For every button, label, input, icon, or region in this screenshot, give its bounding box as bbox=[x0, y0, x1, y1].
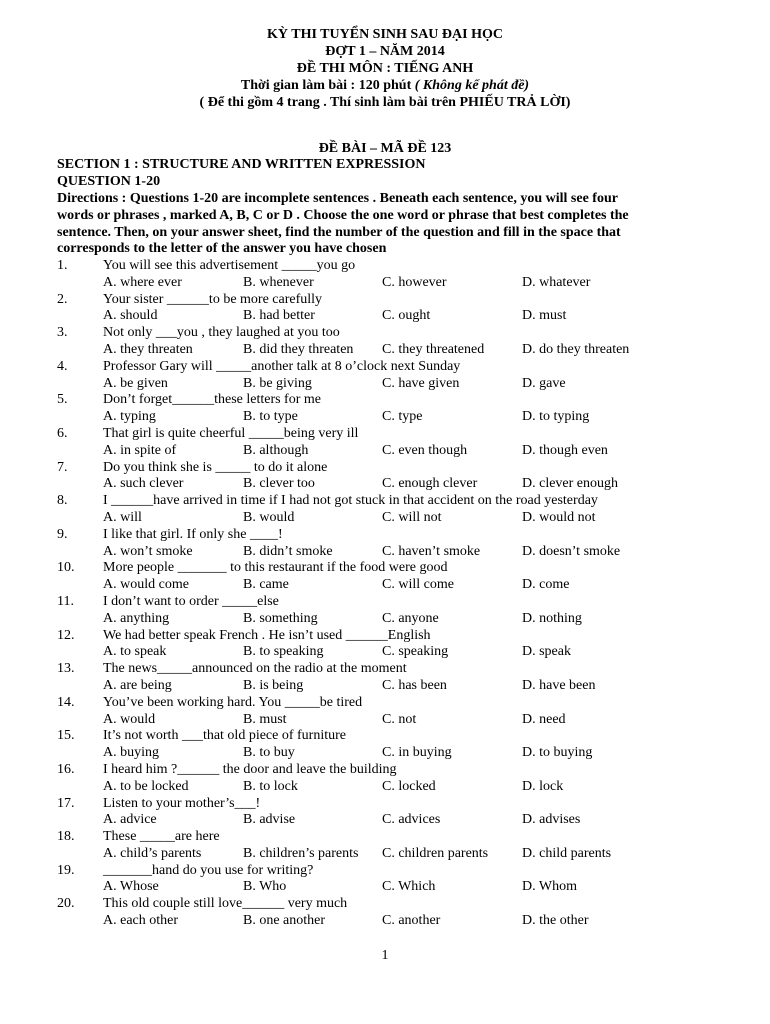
question-number: 13. bbox=[57, 661, 75, 677]
question-number: 18. bbox=[57, 829, 75, 845]
option-c: C. they threatened bbox=[382, 341, 485, 357]
question-item bbox=[0, 325, 770, 359]
option-b: B. Who bbox=[243, 879, 287, 895]
question-stem: You’ve been working hard. You _____be tired bbox=[103, 694, 363, 710]
option-d: D. lock bbox=[522, 778, 564, 794]
option-d: D. speak bbox=[522, 644, 571, 660]
question-number: 2. bbox=[57, 291, 68, 307]
question-range: QUESTION 1-20 bbox=[57, 174, 161, 189]
directions-line: corresponds to the letter of the answer you have chosen bbox=[57, 241, 387, 257]
option-a: A. should bbox=[103, 308, 158, 324]
option-c: C. Which bbox=[382, 879, 436, 895]
option-a: A. such clever bbox=[103, 476, 184, 492]
option-a: A. buying bbox=[103, 745, 159, 761]
question-number: 11. bbox=[57, 593, 74, 609]
exam-round: ĐỢT 1 – NĂM 2014 bbox=[325, 44, 445, 59]
option-d: D. doesn’t smoke bbox=[522, 543, 621, 559]
question-item bbox=[0, 258, 770, 292]
question-item bbox=[0, 460, 770, 494]
question-number: 14. bbox=[57, 694, 75, 710]
question-number: 9. bbox=[57, 526, 68, 542]
option-b: B. must bbox=[243, 711, 287, 727]
option-c: C. another bbox=[382, 913, 441, 929]
option-a: A. advice bbox=[103, 812, 157, 828]
option-a: A. be given bbox=[103, 375, 168, 391]
question-stem: More people _______ to this restaurant if the food were good bbox=[103, 560, 448, 576]
option-a: A. child’s parents bbox=[103, 845, 202, 861]
directions-line: sentence. Then, on your answer sheet, find the number of the question and fill in the space that bbox=[57, 224, 621, 240]
question-item bbox=[0, 829, 770, 863]
question-number: 5. bbox=[57, 392, 68, 408]
question-number: 4. bbox=[57, 358, 68, 374]
exam-title: KỲ THI TUYỂN SINH SAU ĐẠI HỌC bbox=[267, 27, 503, 42]
question-stem: Don’t forget______these letters for me bbox=[103, 392, 321, 408]
question-stem: Your sister ______to be more carefully bbox=[103, 291, 323, 307]
option-a: A. anything bbox=[103, 610, 170, 626]
option-b: B. came bbox=[243, 577, 289, 593]
question-item bbox=[0, 762, 770, 796]
option-a: A. will bbox=[103, 509, 142, 525]
option-b: B. advise bbox=[243, 812, 296, 828]
option-b: B. clever too bbox=[243, 476, 315, 492]
question-stem: It’s not worth ___that old piece of furniture bbox=[103, 728, 346, 744]
option-a: A. would bbox=[103, 711, 156, 727]
option-c: C. haven’t smoke bbox=[382, 543, 481, 559]
option-b: B. to type bbox=[243, 409, 298, 425]
option-c: C. children parents bbox=[382, 845, 489, 861]
option-b: B. one another bbox=[243, 913, 326, 929]
option-c: C. will come bbox=[382, 577, 454, 593]
question-stem: I like that girl. If only she ____! bbox=[103, 526, 283, 542]
option-b: B. didn’t smoke bbox=[243, 543, 333, 559]
directions-line: Directions : Questions 1-20 are incomplete sentences . Beneath each sentence, you will see four bbox=[57, 191, 618, 206]
option-b: B. did they threaten bbox=[243, 341, 354, 357]
option-a: A. in spite of bbox=[103, 442, 177, 458]
exam-time bbox=[0, 78, 770, 94]
question-stem: You will see this advertisement _____you go bbox=[103, 258, 356, 273]
exam-subject: ĐỀ THI MÔN : TIẾNG ANH bbox=[296, 61, 474, 76]
option-d: D. to typing bbox=[522, 409, 590, 425]
option-b: B. be giving bbox=[243, 375, 312, 391]
option-c: C. not bbox=[382, 711, 417, 727]
question-number: 8. bbox=[57, 493, 68, 509]
exam-code-title: ĐỀ BÀI – MÃ ĐỀ 123 bbox=[318, 141, 452, 156]
question-item bbox=[0, 359, 770, 393]
question-stem: I don’t want to order _____else bbox=[103, 593, 279, 609]
option-c: C. in buying bbox=[382, 745, 452, 761]
option-b: B. something bbox=[243, 610, 318, 626]
question-list bbox=[0, 258, 770, 930]
directions-line: words or phrases , marked A, B, C or D . Choose the one word or phrase that best completes the bbox=[57, 207, 629, 223]
question-number: 20. bbox=[57, 896, 75, 912]
option-a: A. to speak bbox=[103, 644, 167, 660]
question-stem: Not only ___you , they laughed at you too bbox=[103, 325, 340, 341]
option-a: A. Whose bbox=[103, 879, 159, 895]
option-d: D. whatever bbox=[522, 274, 591, 290]
question-stem: _______hand do you use for writing? bbox=[103, 862, 314, 878]
question-item bbox=[0, 896, 770, 930]
option-c: C. anyone bbox=[382, 610, 439, 626]
option-c: C. type bbox=[382, 409, 423, 425]
option-d: D. advises bbox=[522, 812, 581, 828]
option-c: C. however bbox=[382, 274, 447, 290]
option-a: A. each other bbox=[103, 913, 179, 929]
directions bbox=[57, 191, 707, 258]
option-a: A. where ever bbox=[103, 274, 182, 290]
option-a: A. are being bbox=[103, 677, 172, 693]
time-note: ( Không kể phát đề) bbox=[411, 78, 530, 93]
section-title: SECTION 1 : STRUCTURE AND WRITTEN EXPRESSION bbox=[57, 157, 426, 172]
option-d: D. nothing bbox=[522, 610, 582, 626]
option-d: D. clever enough bbox=[522, 476, 619, 492]
option-c: C. speaking bbox=[382, 644, 449, 660]
question-item bbox=[0, 863, 770, 897]
option-b: B. children’s parents bbox=[243, 845, 359, 861]
option-a: A. typing bbox=[103, 409, 156, 425]
option-d: D. the other bbox=[522, 913, 589, 929]
question-number: 16. bbox=[57, 761, 75, 777]
question-stem: These _____are here bbox=[103, 829, 220, 845]
option-c: C. locked bbox=[382, 778, 436, 794]
question-number: 10. bbox=[57, 560, 75, 576]
option-d: D. to buying bbox=[522, 745, 593, 761]
question-item bbox=[0, 426, 770, 460]
page-number: 1 bbox=[381, 948, 389, 963]
option-d: D. do they threaten bbox=[522, 341, 630, 357]
option-c: C. enough clever bbox=[382, 476, 478, 492]
question-number: 15. bbox=[57, 728, 75, 744]
question-stem: The news_____announced on the radio at the moment bbox=[103, 661, 407, 677]
question-number: 7. bbox=[57, 459, 68, 475]
question-item bbox=[0, 560, 770, 594]
question-number: 17. bbox=[57, 795, 75, 811]
option-c: C. has been bbox=[382, 677, 447, 693]
option-b: B. to buy bbox=[243, 745, 295, 761]
option-d: D. need bbox=[522, 711, 566, 727]
exam-note: ( Để thi gồm 4 trang . Thí sinh làm bài trên PHIẾU TRẢ LỜI) bbox=[199, 95, 571, 110]
question-item bbox=[0, 661, 770, 695]
question-item bbox=[0, 493, 770, 527]
question-item bbox=[0, 292, 770, 326]
option-d: D. child parents bbox=[522, 845, 612, 861]
question-stem: This old couple still love______ very much bbox=[103, 896, 348, 912]
option-b: B. to speaking bbox=[243, 644, 324, 660]
option-d: D. come bbox=[522, 577, 570, 593]
option-b: B. to lock bbox=[243, 778, 298, 794]
question-item bbox=[0, 527, 770, 561]
option-c: C. have given bbox=[382, 375, 460, 391]
option-d: D. gave bbox=[522, 375, 566, 391]
question-stem: That girl is quite cheerful _____being very ill bbox=[103, 425, 359, 441]
question-number: 1. bbox=[57, 258, 68, 273]
question-item bbox=[0, 594, 770, 628]
option-b: B. although bbox=[243, 442, 309, 458]
question-item bbox=[0, 695, 770, 729]
option-c: C. ought bbox=[382, 308, 431, 324]
question-stem: I heard him ?______ the door and leave the building bbox=[103, 761, 397, 777]
option-d: D. have been bbox=[522, 677, 596, 693]
question-stem: Professor Gary will _____another talk at 8 o’clock next Sunday bbox=[103, 358, 461, 374]
option-c: C. even though bbox=[382, 442, 468, 458]
question-item bbox=[0, 728, 770, 762]
option-c: C. advices bbox=[382, 812, 441, 828]
question-stem: We had better speak French . He isn’t used ______English bbox=[103, 627, 431, 643]
option-b: B. had better bbox=[243, 308, 315, 324]
option-c: C. will not bbox=[382, 509, 442, 525]
option-d: D. must bbox=[522, 308, 567, 324]
option-b: B. would bbox=[243, 509, 295, 525]
question-stem: Do you think she is _____ to do it alone bbox=[103, 459, 328, 475]
option-d: D. though even bbox=[522, 442, 608, 458]
option-d: D. would not bbox=[522, 509, 596, 525]
time-label: Thời gian làm bài : 120 phút bbox=[240, 78, 412, 93]
option-a: A. they threaten bbox=[103, 341, 193, 357]
question-number: 19. bbox=[57, 862, 75, 878]
option-a: A. to be locked bbox=[103, 778, 189, 794]
option-b: B. whenever bbox=[243, 274, 314, 290]
question-number: 6. bbox=[57, 425, 68, 441]
question-stem: I ______have arrived in time if I had not got stuck in that accident on the road yesterday bbox=[103, 493, 598, 509]
option-a: A. won’t smoke bbox=[103, 543, 193, 559]
question-item bbox=[0, 392, 770, 426]
question-item bbox=[0, 628, 770, 662]
question-item bbox=[0, 796, 770, 830]
option-b: B. is being bbox=[243, 677, 304, 693]
option-d: D. Whom bbox=[522, 879, 577, 895]
option-a: A. would come bbox=[103, 577, 189, 593]
question-number: 3. bbox=[57, 325, 68, 341]
question-number: 12. bbox=[57, 627, 75, 643]
question-stem: Listen to your mother’s___! bbox=[103, 795, 261, 811]
